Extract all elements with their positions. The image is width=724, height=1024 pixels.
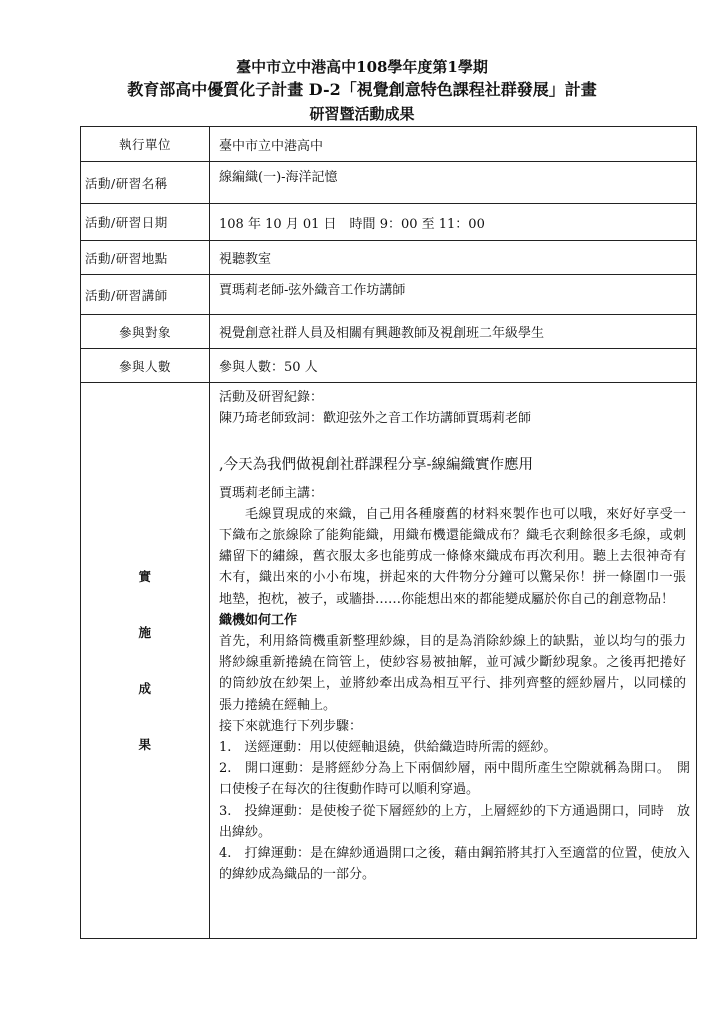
paragraph-2: 首先，利用絡筒機重新整理紗線，目的是為消除紗線上的缺點，並以均勻的張力將紗線重新捲繞在筒管上，使紗容易被抽解，並可減少斷紗現象。之後再把捲好的筒紗放在紗架上，並將紗牽出成為相互平行、排列齊整的經紗層片，以同樣的張力捲繞在經軸上。: [219, 634, 686, 713]
speaker-line: 賈瑪莉老師主講：: [219, 485, 324, 501]
label-activity-date: 活動/研習日期: [81, 204, 210, 241]
label-participants: 參與對象: [81, 315, 210, 349]
steps-intro: 接下來就進行下列步驟：: [219, 718, 363, 734]
value-activity-name: 線編織(一)-海洋記憶: [210, 162, 697, 204]
row-results: [81, 383, 697, 939]
activity-form-table: [80, 126, 697, 939]
value-activity-lecturer: 賈瑪莉老師-弦外織音工作坊講師: [210, 275, 697, 315]
label-results: [81, 383, 210, 939]
value-participants: 視覺創意社群人員及相關有興趣教師及視創班二年級學生: [210, 315, 697, 349]
label-activity-name: 活動/研習名稱: [81, 162, 210, 204]
paragraph-1: 毛線買現成的來織，自己用各種廢舊的材料來製作也可以哦，來好好享受一下織布之旅線除了能夠能織，用織布機還能織成布？織毛衣剩餘很多毛線，或刺繡留下的繡線，舊衣服太多也能剪成一條條來織成布再次利用。聽上去很神奇有木有，織出來的小小布塊，拼起來的大件物分分鐘可以驚呆你！拼一條圍巾一張地墊，抱枕，被子，或牆掛……你能想出來的都能變成屬於你自己的創意物品！: [219, 506, 686, 607]
row-participants: [81, 315, 697, 349]
record-line-2: ,今天為我們做視創社群課程分享-線編織實作應用: [219, 457, 534, 474]
label-organizer: 執行單位: [81, 127, 210, 162]
value-activity-location: 視聽教室: [210, 241, 697, 275]
label-activity-lecturer: 活動/研習講師: [81, 275, 210, 315]
header-line-3: 研習暨活動成果: [309, 105, 415, 123]
row-activity-location: [81, 241, 697, 275]
value-participant-count: 參與人數：50 人: [210, 349, 697, 383]
step-2: 2. 開口運動：是將經紗分為上下兩個紗層，兩中間所產生空隙就稱為開口。 開口使梭子在每次的往復動作時可以順利穿過。: [219, 761, 690, 798]
step-4: 4. 打緯運動：是在緯紗通過開口之後，藉由鋼筘將其打入至適當的位置，使放入的緯紗成為織品的一部分。: [219, 846, 690, 883]
side-char-2: 施: [138, 624, 152, 640]
record-line-1: 陳乃琦老師致詞：歡迎弦外之音工作坊講師賈瑪莉老師: [219, 411, 532, 427]
results-content: [210, 383, 697, 939]
row-participant-count: [81, 349, 697, 383]
step-3: 3. 投緯運動：是使梭子從下層經紗的上方，上層經紗的下方通過開口，同時 放出緯紗。: [219, 803, 690, 840]
label-participant-count: 參與人數: [81, 349, 210, 383]
header-line-1: 臺中市立中港高中108學年度第1學期: [236, 58, 488, 76]
row-activity-name: [81, 162, 697, 204]
header-line-2: 教育部高中優質化子計畫 D-2「視覺創意特色課程社群發展」計畫: [127, 80, 597, 99]
subheading-loom: 織機如何工作: [219, 612, 298, 628]
row-organizer: [81, 127, 697, 162]
side-char-4: 果: [138, 736, 152, 752]
row-activity-lecturer: [81, 275, 697, 315]
step-1: 1. 送經運動：用以使經軸退繞，供給織造時所需的經紗。: [219, 740, 557, 756]
label-activity-location: 活動/研習地點: [81, 241, 210, 275]
value-activity-date: 108 年 10 月 01 日 時間 9：00 至 11：00: [210, 204, 697, 241]
record-title: 活動及研習紀錄：: [219, 390, 324, 405]
side-char-3: 成: [138, 680, 152, 696]
value-organizer: 臺中市立中港高中: [210, 127, 697, 162]
side-char-1: 實: [138, 568, 152, 584]
row-activity-date: [81, 204, 697, 241]
